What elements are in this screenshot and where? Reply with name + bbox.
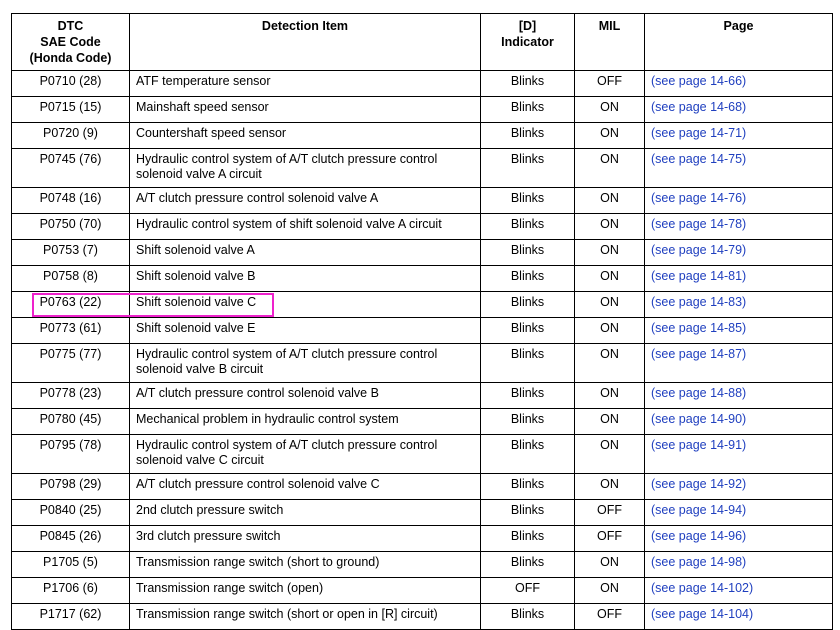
page-reference-link[interactable]: (see page 14-102) <box>651 581 754 595</box>
header-mil <box>575 14 645 71</box>
detection-item-line: Hydraulic control system of A/T clutch pressure control <box>136 438 438 452</box>
dtc-code-cell: P0748 (16) <box>12 188 130 214</box>
table-row <box>12 188 833 214</box>
indicator-cell: Blinks <box>481 383 575 409</box>
dtc-code-cell: P0710 (28) <box>12 71 130 97</box>
detection-item-cell <box>130 474 481 500</box>
page-cell <box>645 552 833 578</box>
detection-item-cell <box>130 188 481 214</box>
page-cell <box>645 292 833 318</box>
page-cell <box>645 71 833 97</box>
header-page-label: Page <box>723 19 754 33</box>
page-cell <box>645 435 833 474</box>
dtc-code-cell: P0758 (8) <box>12 266 130 292</box>
dtc-code-cell: P1705 (5) <box>12 552 130 578</box>
page-cell <box>645 526 833 552</box>
page-cell <box>645 474 833 500</box>
table-row <box>12 552 833 578</box>
table-row <box>12 149 833 188</box>
header-indicator-line: Indicator <box>501 35 554 49</box>
dtc-code-cell: P0773 (61) <box>12 318 130 344</box>
page-reference-link[interactable]: (see page 14-104) <box>651 607 754 621</box>
detection-item-line: Transmission range switch (short or open in [R] circuit) <box>136 607 438 621</box>
indicator-cell: Blinks <box>481 71 575 97</box>
dtc-code-cell: P0763 (22) <box>12 292 130 318</box>
detection-item-line: Transmission range switch (short to ground) <box>136 555 380 569</box>
page-cell <box>645 214 833 240</box>
detection-item-cell <box>130 123 481 149</box>
page-cell <box>645 97 833 123</box>
table-row <box>12 383 833 409</box>
page-reference-link[interactable]: (see page 14-76) <box>651 191 747 205</box>
detection-item-line: Shift solenoid valve B <box>136 269 256 283</box>
page-reference-link[interactable]: (see page 14-98) <box>651 555 747 569</box>
detection-item-cell <box>130 409 481 435</box>
mil-cell: OFF <box>575 526 645 552</box>
page-reference-link[interactable]: (see page 14-87) <box>651 347 747 361</box>
detection-item-line: Hydraulic control system of A/T clutch pressure control <box>136 347 438 361</box>
header-code <box>12 14 130 71</box>
detection-item-cell <box>130 435 481 474</box>
detection-item-line: Shift solenoid valve E <box>136 321 256 335</box>
indicator-cell: Blinks <box>481 526 575 552</box>
table-row <box>12 526 833 552</box>
table-row <box>12 123 833 149</box>
table-row <box>12 240 833 266</box>
table-row <box>12 266 833 292</box>
detection-item-line: Shift solenoid valve C <box>136 295 257 309</box>
detection-item-line: ATF temperature sensor <box>136 74 271 88</box>
detection-item-line: solenoid valve C circuit <box>136 453 264 467</box>
detection-item-line: 2nd clutch pressure switch <box>136 503 284 517</box>
indicator-cell: Blinks <box>481 266 575 292</box>
page-reference-link[interactable]: (see page 14-94) <box>651 503 747 517</box>
header-row <box>12 14 833 71</box>
detection-item-cell <box>130 71 481 97</box>
detection-item-line: Shift solenoid valve A <box>136 243 255 257</box>
dtc-code-cell: P0840 (25) <box>12 500 130 526</box>
header-indicator <box>481 14 575 71</box>
detection-item-cell <box>130 604 481 630</box>
header-code-line: SAE Code <box>40 35 101 49</box>
mil-cell: ON <box>575 383 645 409</box>
page-reference-link[interactable]: (see page 14-79) <box>651 243 747 257</box>
dtc-code-cell: P0715 (15) <box>12 97 130 123</box>
table-row <box>12 214 833 240</box>
page-cell <box>645 500 833 526</box>
mil-cell: ON <box>575 266 645 292</box>
table-row <box>12 474 833 500</box>
detection-item-cell <box>130 383 481 409</box>
page-reference-link[interactable]: (see page 14-75) <box>651 152 747 166</box>
detection-item-cell <box>130 266 481 292</box>
mil-cell: ON <box>575 552 645 578</box>
page-reference-link[interactable]: (see page 14-92) <box>651 477 747 491</box>
detection-item-line: Transmission range switch (open) <box>136 581 324 595</box>
page-reference-link[interactable]: (see page 14-71) <box>651 126 747 140</box>
detection-item-line: Countershaft speed sensor <box>136 126 287 140</box>
detection-item-line: Mainshaft speed sensor <box>136 100 269 114</box>
detection-item-line: 3rd clutch pressure switch <box>136 529 281 543</box>
mil-cell: ON <box>575 123 645 149</box>
indicator-cell: Blinks <box>481 214 575 240</box>
detection-item-cell <box>130 500 481 526</box>
header-item-label: Detection Item <box>261 19 349 33</box>
dtc-code-cell: P0753 (7) <box>12 240 130 266</box>
table-row <box>12 604 833 630</box>
indicator-cell: Blinks <box>481 409 575 435</box>
dtc-code-cell: P0795 (78) <box>12 435 130 474</box>
page-reference-link[interactable]: (see page 14-83) <box>651 295 747 309</box>
detection-item-cell <box>130 240 481 266</box>
detection-item-line: A/T clutch pressure control solenoid valve B <box>136 386 379 400</box>
table-row <box>12 71 833 97</box>
mil-cell: ON <box>575 149 645 188</box>
mil-cell: ON <box>575 409 645 435</box>
detection-item-line: Mechanical problem in hydraulic control system <box>136 412 399 426</box>
mil-cell: ON <box>575 344 645 383</box>
page-reference-link[interactable]: (see page 14-66) <box>651 74 747 88</box>
detection-item-line: solenoid valve B circuit <box>136 362 264 376</box>
page-cell <box>645 383 833 409</box>
page-reference-link[interactable]: (see page 14-81) <box>651 269 747 283</box>
detection-item-line: Hydraulic control system of A/T clutch pressure control <box>136 152 438 166</box>
dtc-code-cell: P0780 (45) <box>12 409 130 435</box>
page-cell <box>645 344 833 383</box>
detection-item-cell <box>130 578 481 604</box>
indicator-cell: Blinks <box>481 344 575 383</box>
dtc-code-cell: P0845 (26) <box>12 526 130 552</box>
page-reference-link[interactable]: (see page 14-90) <box>651 412 747 426</box>
page-cell <box>645 240 833 266</box>
mil-cell: ON <box>575 435 645 474</box>
table-row <box>12 97 833 123</box>
mil-cell: ON <box>575 97 645 123</box>
mil-cell: ON <box>575 188 645 214</box>
dtc-table <box>11 13 833 630</box>
mil-cell: ON <box>575 292 645 318</box>
page-cell <box>645 123 833 149</box>
detection-item-cell <box>130 318 481 344</box>
detection-item-line: Hydraulic control system of shift solenoid valve A circuit <box>136 217 442 231</box>
mil-cell: ON <box>575 240 645 266</box>
table-row <box>12 435 833 474</box>
mil-cell: ON <box>575 578 645 604</box>
indicator-cell: Blinks <box>481 604 575 630</box>
detection-item-cell <box>130 552 481 578</box>
page-reference-link[interactable]: (see page 14-68) <box>651 100 747 114</box>
mil-cell: OFF <box>575 500 645 526</box>
dtc-code-cell: P0750 (70) <box>12 214 130 240</box>
dtc-code-cell: P0720 (9) <box>12 123 130 149</box>
mil-cell: ON <box>575 474 645 500</box>
header-item <box>130 14 481 71</box>
header-code-line: DTC <box>57 19 84 33</box>
detection-item-line: solenoid valve A circuit <box>136 167 262 181</box>
page-cell <box>645 318 833 344</box>
page-cell <box>645 578 833 604</box>
indicator-cell: Blinks <box>481 292 575 318</box>
dtc-code-cell: P1706 (6) <box>12 578 130 604</box>
page-reference-link[interactable]: (see page 14-91) <box>651 438 747 452</box>
page-cell <box>645 188 833 214</box>
table-row <box>12 409 833 435</box>
indicator-cell: Blinks <box>481 552 575 578</box>
header-indicator-line: [D] <box>518 19 537 33</box>
table-row <box>12 500 833 526</box>
detection-item-line: A/T clutch pressure control solenoid valve A <box>136 191 379 205</box>
header-page <box>645 14 833 71</box>
page-cell <box>645 604 833 630</box>
indicator-cell: Blinks <box>481 318 575 344</box>
indicator-cell: Blinks <box>481 240 575 266</box>
page-reference-link[interactable]: (see page 14-85) <box>651 321 747 335</box>
dtc-code-cell: P0798 (29) <box>12 474 130 500</box>
mil-cell: ON <box>575 318 645 344</box>
indicator-cell: Blinks <box>481 474 575 500</box>
detection-item-cell <box>130 214 481 240</box>
table-row <box>12 578 833 604</box>
page-reference-link[interactable]: (see page 14-96) <box>651 529 747 543</box>
dtc-code-cell: P0745 (76) <box>12 149 130 188</box>
detection-item-cell <box>130 149 481 188</box>
dtc-code-cell: P0778 (23) <box>12 383 130 409</box>
header-mil-label: MIL <box>598 19 621 33</box>
indicator-cell: Blinks <box>481 149 575 188</box>
page-cell <box>645 149 833 188</box>
page-cell <box>645 266 833 292</box>
dtc-code-cell: P1717 (62) <box>12 604 130 630</box>
page-reference-link[interactable]: (see page 14-88) <box>651 386 747 400</box>
indicator-cell: Blinks <box>481 500 575 526</box>
page-reference-link[interactable]: (see page 14-78) <box>651 217 747 231</box>
indicator-cell: Blinks <box>481 123 575 149</box>
indicator-cell: OFF <box>481 578 575 604</box>
detection-item-cell <box>130 344 481 383</box>
detection-item-line: A/T clutch pressure control solenoid valve C <box>136 477 380 491</box>
indicator-cell: Blinks <box>481 188 575 214</box>
detection-item-cell <box>130 97 481 123</box>
table-row <box>12 292 833 318</box>
mil-cell: OFF <box>575 604 645 630</box>
table-row <box>12 344 833 383</box>
detection-item-cell <box>130 292 481 318</box>
page-cell <box>645 409 833 435</box>
header-code-line: (Honda Code) <box>29 51 112 65</box>
mil-cell: ON <box>575 214 645 240</box>
indicator-cell: Blinks <box>481 435 575 474</box>
table-row <box>12 318 833 344</box>
mil-cell: OFF <box>575 71 645 97</box>
table-body <box>12 71 833 630</box>
indicator-cell: Blinks <box>481 97 575 123</box>
detection-item-cell <box>130 526 481 552</box>
dtc-code-cell: P0775 (77) <box>12 344 130 383</box>
